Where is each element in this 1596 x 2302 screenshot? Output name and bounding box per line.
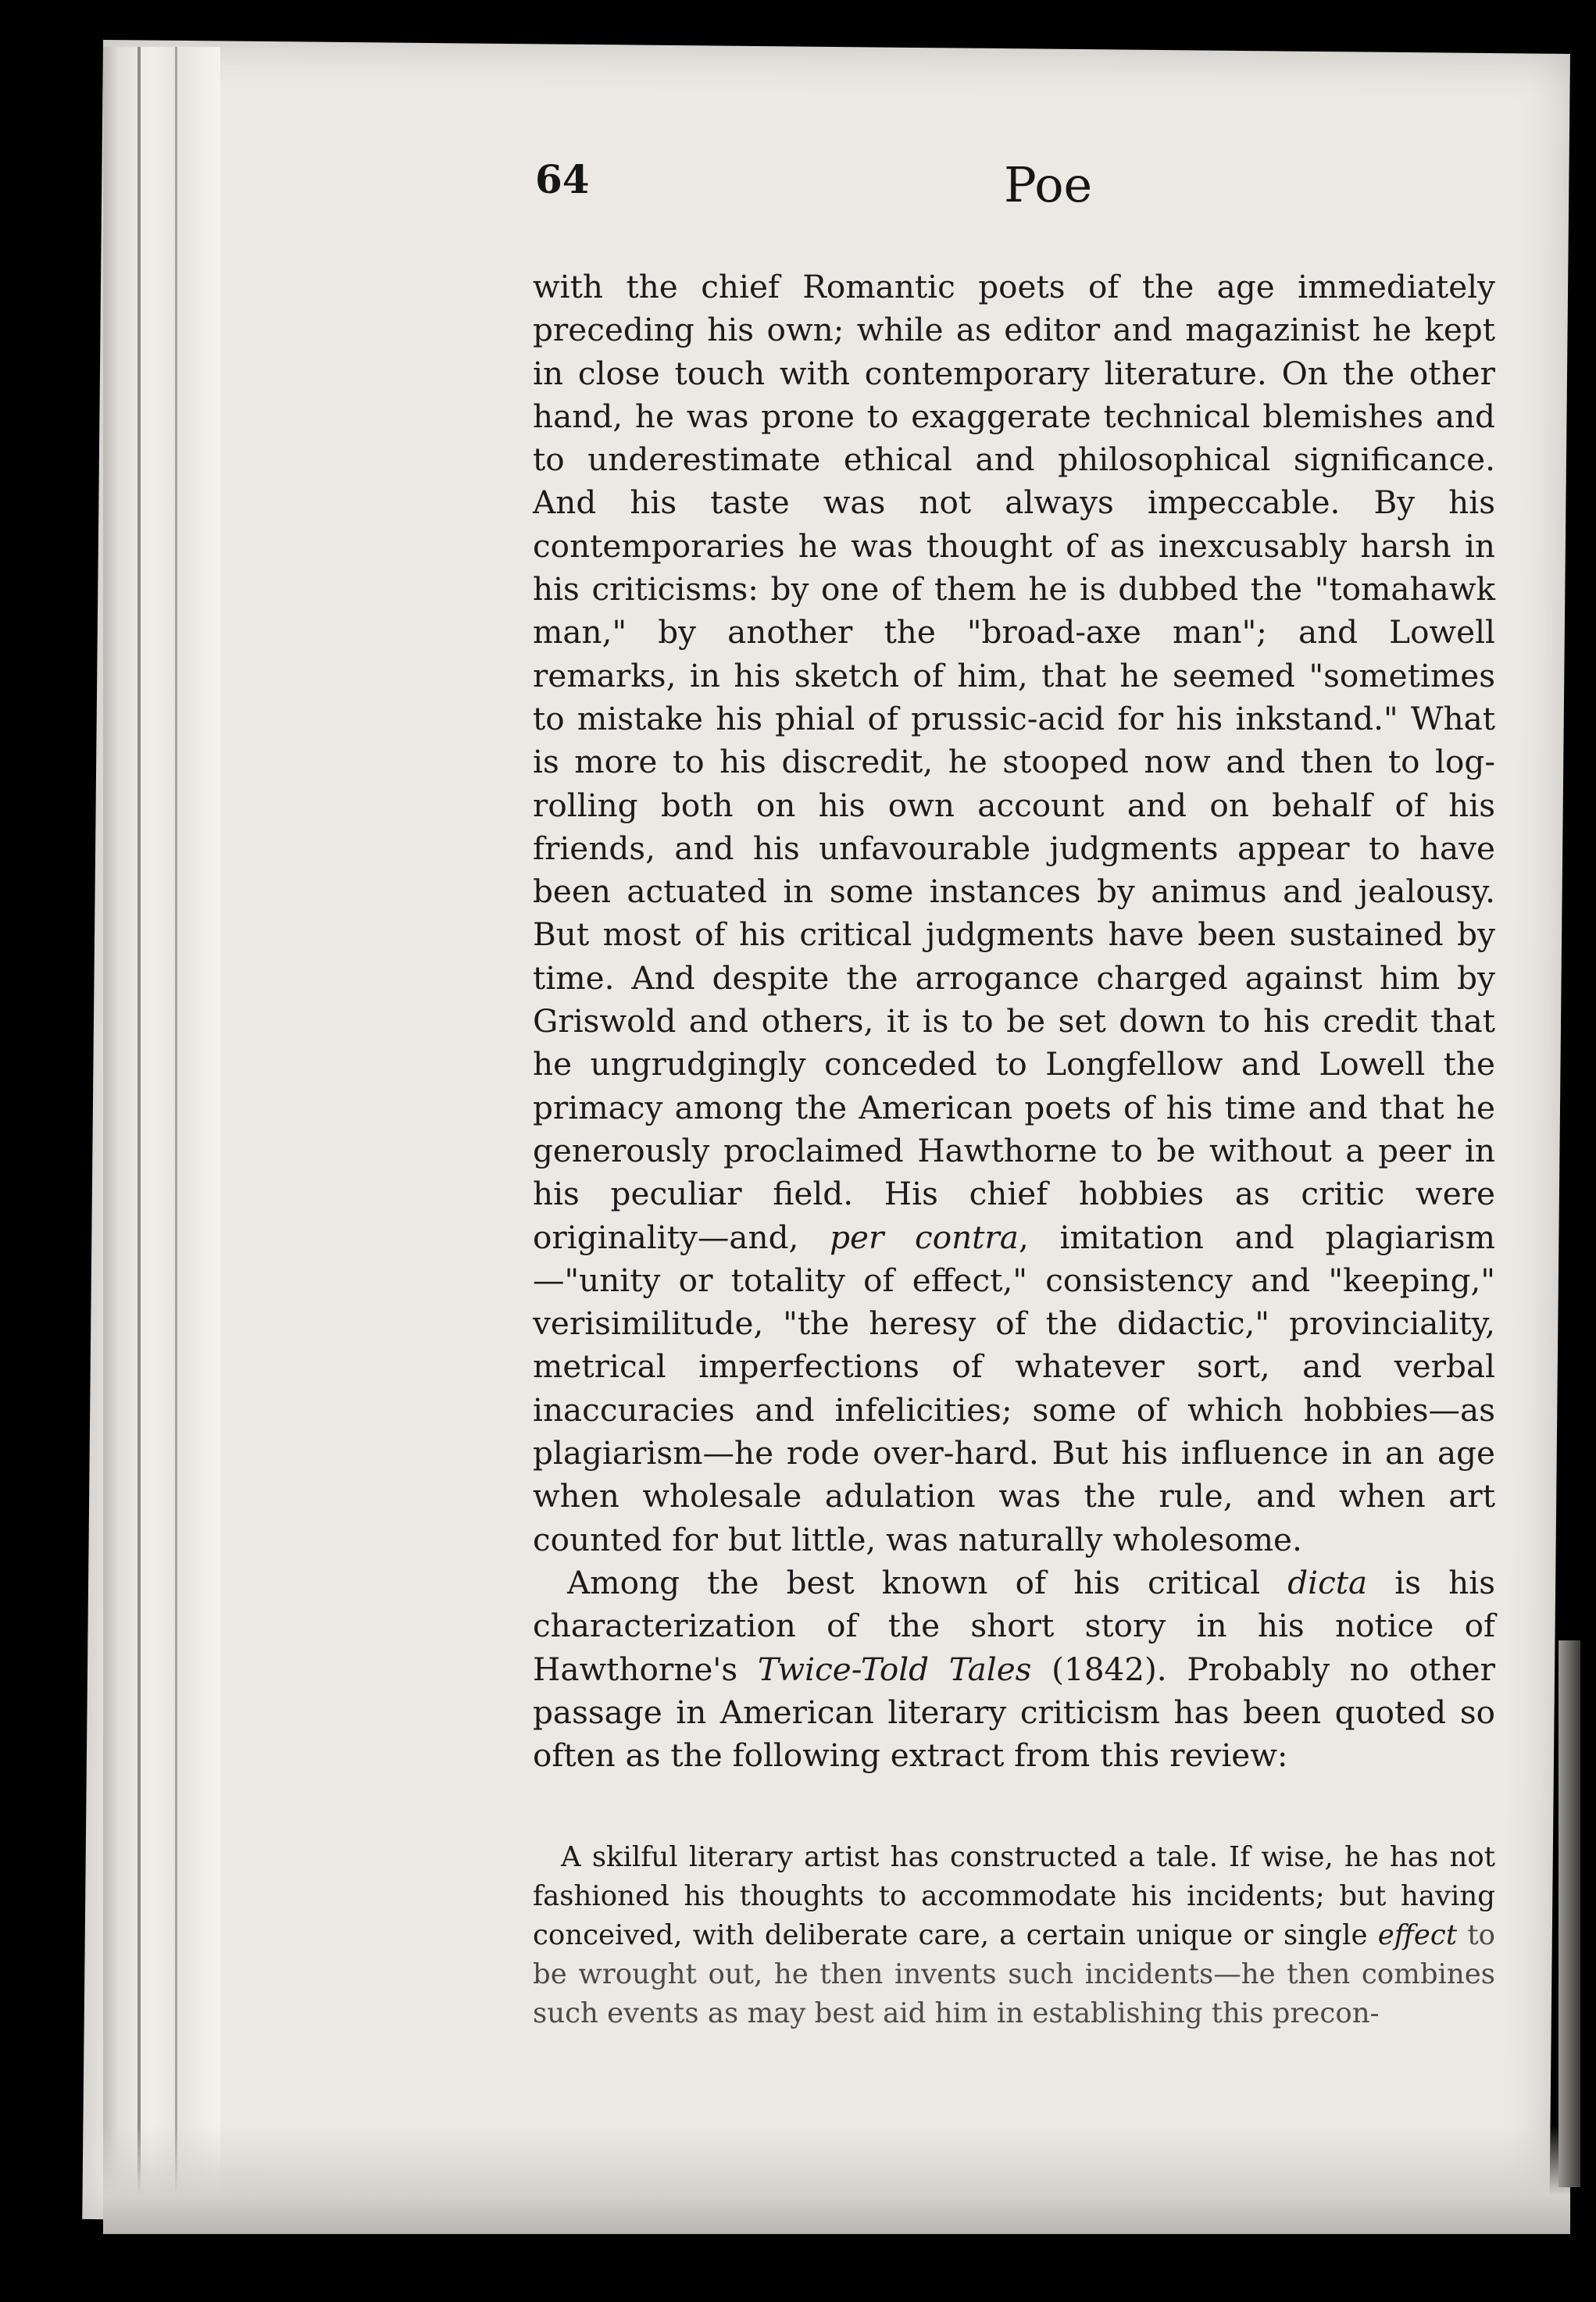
binding-line (175, 47, 177, 2226)
page-header (535, 156, 1504, 219)
paragraph-text: with the chief Romantic poets of the age immediately preceding his own; while as editor and magazinist he kept in close touch with contemporary literature. On the other hand, he was prone to exaggerate technical blemishes and to underestimate ethical and philosophical significance. And his taste was not always impeccable. By his contemporaries he was thought of as inexcusably harsh in his criticisms: by one of them he is dubbed the "tomahawk man," by another the "broad-axe man"; and Lowell remarks, in his sketch of him, that he seemed "sometimes to mistake his phial of prussic-acid for his inkstand." What is more to his discredit, he stooped now and then to log-rolling both on his own account and on behalf of his friends, and his unfavourable judgments appear to have been actuated in some instances by animus and jealousy. But most of his critical judgments have been sustained by time. And despite the arrogance charged against him by Griswold and others, it is to be set down to his credit that he ungrudgingly conceded to Longfellow and Lowell the primacy among the American poets of his time and that he generously proclaimed Hawthorne to be without a peer in his peculiar field. His chief hobbies as critic were originality—and, (533, 268, 1495, 1256)
running-head: Poe (1004, 156, 1093, 213)
paragraph-text: Among the best known of his critical (567, 1563, 1288, 1601)
page-right-edge (1559, 1640, 1580, 2187)
italic-title: Twice-Told Tales (757, 1650, 1032, 1688)
paragraph (533, 266, 1495, 1561)
paragraph-text: is his characterization of the short story in his notice of Hawthorne's (533, 1563, 1495, 1688)
italic-phrase: effect (1377, 1919, 1458, 1952)
paragraph-text: , imitation and plagiarism—"unity or totality of effect," consistency and "keeping," verisimilitude, "the heresy of the didactic," provinciality, metrical imperfections of whatever sort, and verbal inaccuracies and infelicities; some of which hobbies—as plagiarism—he rode over-hard. But his influence in an age when wholesale adulation was the rule, and when art counted for but little, was naturally wholesome. (533, 1218, 1495, 1558)
page-body (533, 266, 1495, 2033)
block-quote (533, 1838, 1495, 2033)
quote-text: A skilful literary artist has constructed a tale. If wise, he has not fashioned his thoughts to accommodate his incidents; but having conceived, with deliberate care, a certain unique or single (533, 1841, 1495, 1952)
italic-phrase: dicta (1287, 1563, 1368, 1601)
paragraph (533, 1561, 1495, 1777)
page-binding-edge (103, 47, 220, 2226)
italic-phrase: per contra (830, 1218, 1019, 1256)
page-number: 64 (535, 156, 590, 202)
paragraph-text: (1842). Probably no other passage in American literary criticism has been quoted so often as the following extract from this review: (533, 1650, 1496, 1775)
binding-line (137, 47, 141, 2226)
quote-text: to be wrought out, he then invents such incidents—he then combines such events as may best aid him in establishing this precon- (533, 1919, 1495, 2030)
page-bottom-shadow (103, 2125, 1570, 2234)
